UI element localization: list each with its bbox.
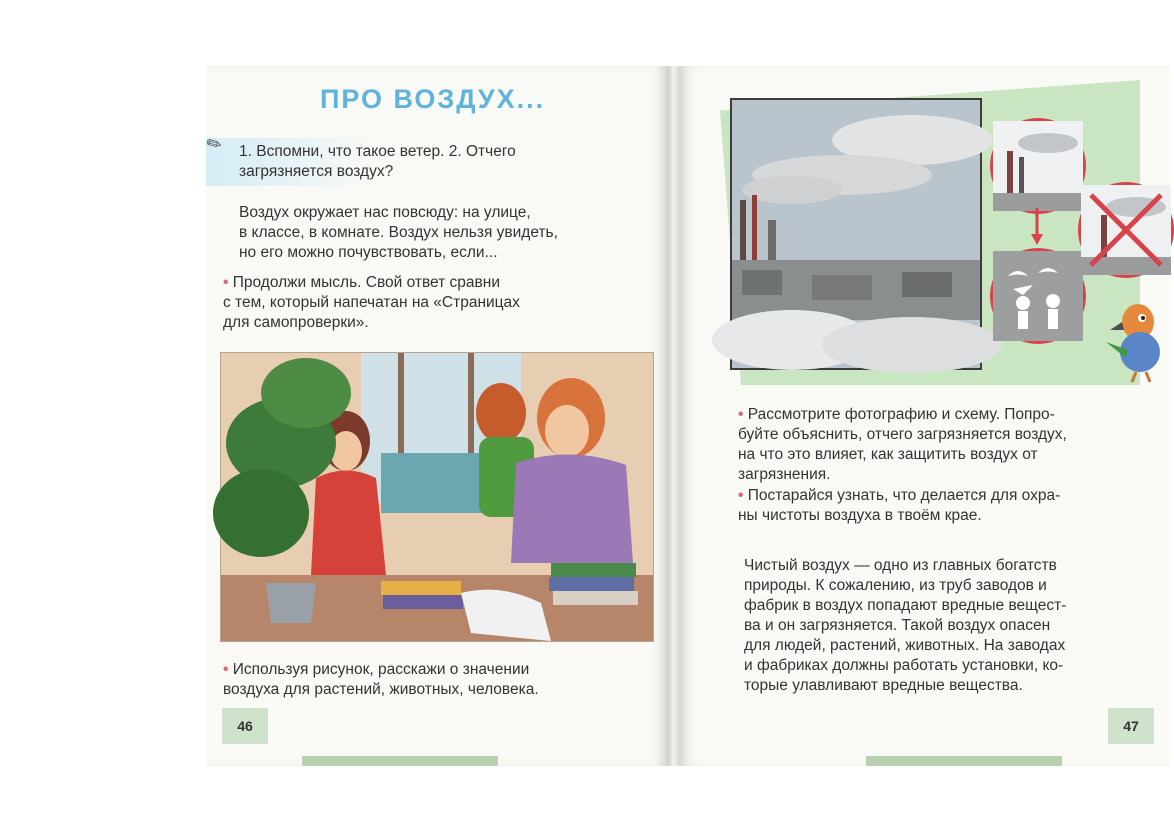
paragraph-line: и фабриках должны работать установки, ко- <box>744 657 1064 674</box>
bullet-icon: • <box>738 406 744 423</box>
intro-line: в классе, в комнате. Воздух нельзя увидеть, <box>239 224 558 241</box>
book-spine <box>668 66 680 766</box>
task-line: Используя рисунок, расскажи о значении <box>232 661 530 678</box>
bullet-icon: • <box>738 487 744 504</box>
paragraph-line: ва и он загрязняется. Такой воздух опасен <box>744 617 1051 634</box>
task-line: загрязнения. <box>738 466 831 483</box>
task-line: ны чистоты воздуха в твоём крае. <box>738 507 982 524</box>
scheme-crossed-factory-circle <box>1078 182 1174 278</box>
questions <box>239 142 516 182</box>
task-line: с тем, который напечатан на «Страницах <box>223 294 520 311</box>
question-line: 1. Вспомни, что такое ветер. 2. Отчего <box>239 143 516 160</box>
arrow-down-icon <box>1030 208 1044 246</box>
page-number: 46 <box>222 708 268 744</box>
illustration-drawing <box>221 353 653 641</box>
no-pollution-icon <box>1081 185 1171 275</box>
bottom-band <box>866 756 1062 766</box>
intro-line: Воздух окружает нас повсюду: на улице, <box>239 204 531 221</box>
task-line: буйте объяснить, отчего загрязняется воздух, <box>738 426 1067 443</box>
left-page <box>202 66 668 766</box>
pencil-icon: ✎ <box>202 131 226 157</box>
factory-scheme-icon <box>993 121 1083 211</box>
task-line: для самопроверки». <box>223 314 369 331</box>
page-title: ПРО ВОЗДУХ... <box>320 84 546 114</box>
people-animals-icon <box>993 251 1083 341</box>
parrot-mascot <box>1098 294 1168 384</box>
page-number: 47 <box>1108 708 1154 744</box>
bullet-icon: • <box>223 274 229 291</box>
task-use-picture <box>223 660 539 700</box>
task-find-out <box>738 486 1060 526</box>
paragraph-line: природы. К сожалению, из труб заводов и <box>744 577 1047 594</box>
paragraph-line: торые улавливают вредные вещества. <box>744 677 1023 694</box>
intro-line: но его можно почувствовать, если... <box>239 244 498 261</box>
task-line: Рассмотрите фотографию и схему. Попро- <box>747 406 1055 423</box>
scheme-living-beings-circle <box>990 248 1086 344</box>
bottom-band <box>302 756 498 766</box>
bullet-icon: • <box>223 661 229 678</box>
task-examine-photo <box>738 405 1067 485</box>
room-illustration <box>220 352 654 642</box>
right-page <box>680 66 1169 766</box>
task-line: Продолжи мысль. Свой ответ сравни <box>232 274 501 291</box>
task-line: Постарайся узнать, что делается для охра- <box>747 487 1061 504</box>
task-line: воздуха для растений, животных, человека. <box>223 681 539 698</box>
task-line: на что это влияет, как защитить воздух от <box>738 446 1038 463</box>
clean-air-paragraph <box>744 556 1066 696</box>
photo-drawing <box>732 100 980 368</box>
question-line: загрязняется воздух? <box>239 163 394 180</box>
paragraph-line: для людей, растений, животных. На заводах <box>744 637 1066 654</box>
paragraph-line: фабрик в воздух попадают вредные вещест- <box>744 597 1067 614</box>
intro-paragraph <box>239 203 558 263</box>
scheme-factory-circle <box>990 118 1086 214</box>
task-continue-thought <box>223 273 520 333</box>
paragraph-line: Чистый воздух — одно из главных богатств <box>744 557 1057 574</box>
factory-smoke-photo <box>730 98 982 370</box>
